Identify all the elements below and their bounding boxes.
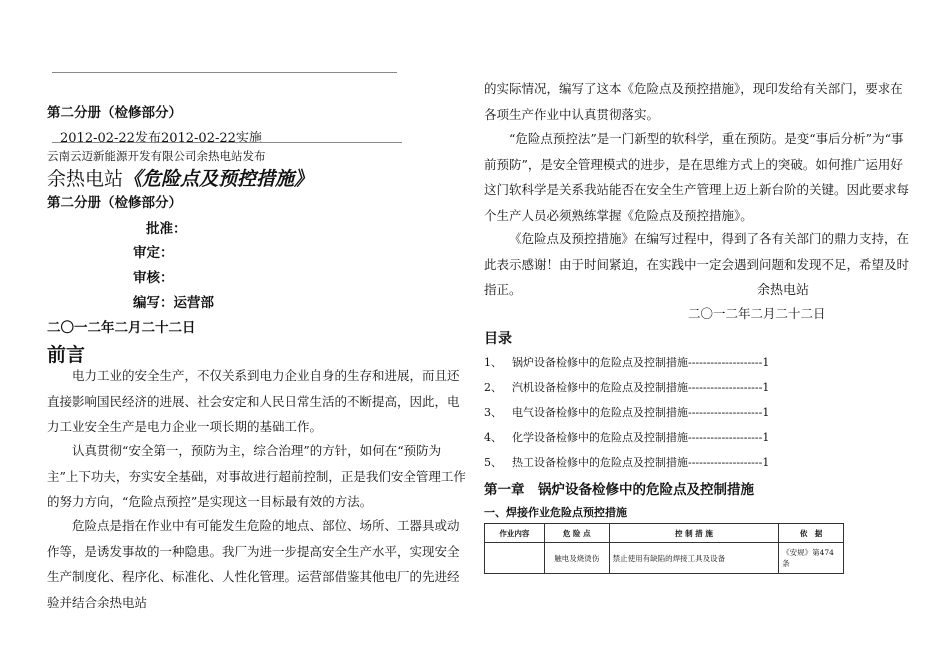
cell-control-measure: 禁止使用有缺陷的焊接工具及设备 bbox=[609, 543, 778, 574]
chapter-heading: 第一章 锅炉设备检修中的危险点及控制措施 bbox=[484, 482, 754, 498]
volume-title: 第二分册（检修部分） bbox=[47, 195, 182, 211]
preface-paragraph-2: 认真贯彻“安全第一，预防为主，综合治理”的方针，如何在“预防为主”上下功夫，夯实安全基础，对事故进行超前控制，正是我们安全管理工作的努力方向，“危险点预控”是实现这一目标最有效的方法。 bbox=[47, 443, 466, 509]
header-work-content: 作业内容 bbox=[485, 524, 545, 543]
signature: 余热电站 bbox=[757, 283, 810, 298]
preface-paragraph-3: 危险点是指在作业中有可能发生危险的地点、部位、场所、工器具或动作等，是诱发事故的一种隐患。我厂为进一步提高安全生产水平，实现安全生产制度化、程序化、标准化、人性化管理。运营部借鉴其他电厂的先进经验并结合余热电站 bbox=[47, 518, 460, 610]
document-title-plain: 余热电站 bbox=[47, 168, 124, 190]
table-header-row bbox=[485, 524, 844, 543]
toc-heading: 目录 bbox=[484, 331, 512, 347]
approval-approve: 批准： bbox=[146, 221, 187, 237]
preface-paragraph-4: “危险点预控法”是一门新型的软科学，重在预防。是变“事后分析”为“事前预防”，是安全管理模式的进步，是在思维方式上的突破。如何推广运用好这门软科学是关系我站能否在安全生产管理上迈上新台阶的关键。因此要求每个生产人员必须熟练掌握《危险点及预控措施》。 bbox=[484, 131, 910, 223]
preface-heading: 前言 bbox=[47, 344, 86, 366]
toc-item[interactable]: 5、 热工设备检修中的危险点及控制措施--------------------1 bbox=[484, 456, 770, 469]
hazard-table bbox=[484, 523, 844, 574]
section-heading: 一、焊接作业危险点预控措施 bbox=[484, 506, 627, 519]
toc-item[interactable]: 2、 汽机设备检修中的危险点及控制措施--------------------1 bbox=[484, 381, 770, 394]
preface-paragraph-5: 《危险点及预控措施》在编写过程中，得到了各有关部门的鼎力支持，在此表示感谢！由于时间紧迫，在实践中一定会遇到问题和发现不足，希望及时指正。 bbox=[484, 231, 910, 297]
publisher-line: 云南云迈新能源开发有限公司余热电站发布 bbox=[47, 149, 266, 163]
dates-rule bbox=[52, 142, 402, 143]
right-date: 二〇一二年二月二十二日 bbox=[688, 306, 826, 321]
approval-author: 编写：运营部 bbox=[133, 295, 214, 311]
cell-hazard-point: 触电及烧烫伤 bbox=[544, 543, 609, 574]
header-control-measure: 控 制 措 施 bbox=[609, 524, 778, 543]
header-basis: 依 据 bbox=[779, 524, 844, 543]
cell-basis: 《安规》第474条 bbox=[779, 543, 844, 574]
issue-dates: 2012-02-22发布2012-02-22实施 bbox=[60, 131, 262, 146]
preface-continuation: 的实际情况，编写了这本《危险点及预控措施》，现印发给有关部门，要求在各项生产作业中认真贯彻落实。 bbox=[484, 81, 903, 122]
volume-title-top: 第二分册（检修部分） bbox=[47, 105, 182, 121]
approval-audit: 审核： bbox=[133, 270, 174, 286]
approval-review: 审定： bbox=[133, 245, 174, 261]
toc-item[interactable]: 1、 锅炉设备检修中的危险点及控制措施--------------------1 bbox=[484, 356, 770, 369]
header-hazard-point: 危 险 点 bbox=[544, 524, 609, 543]
document-title-bold: 《危险点及预控措施》 bbox=[123, 168, 314, 190]
document-title bbox=[47, 164, 313, 191]
table-row bbox=[485, 543, 844, 574]
toc-item[interactable]: 3、 电气设备检修中的危险点及控制措施--------------------1 bbox=[484, 406, 770, 419]
top-rule-left bbox=[52, 72, 397, 73]
cell-work-content bbox=[485, 543, 545, 574]
preface-paragraph-1: 电力工业的安全生产，不仅关系到电力企业自身的生存和进展，而且还直接影响国民经济的进展、社会安定和人民日常生活的不断提高，因此，电力工业安全生产是电力企业一项长期的基础工作。 bbox=[47, 368, 460, 434]
toc-item[interactable]: 4、 化学设备检修中的危险点及控制措施--------------------1 bbox=[484, 431, 770, 444]
left-date: 二〇一二年二月二十二日 bbox=[47, 320, 196, 336]
